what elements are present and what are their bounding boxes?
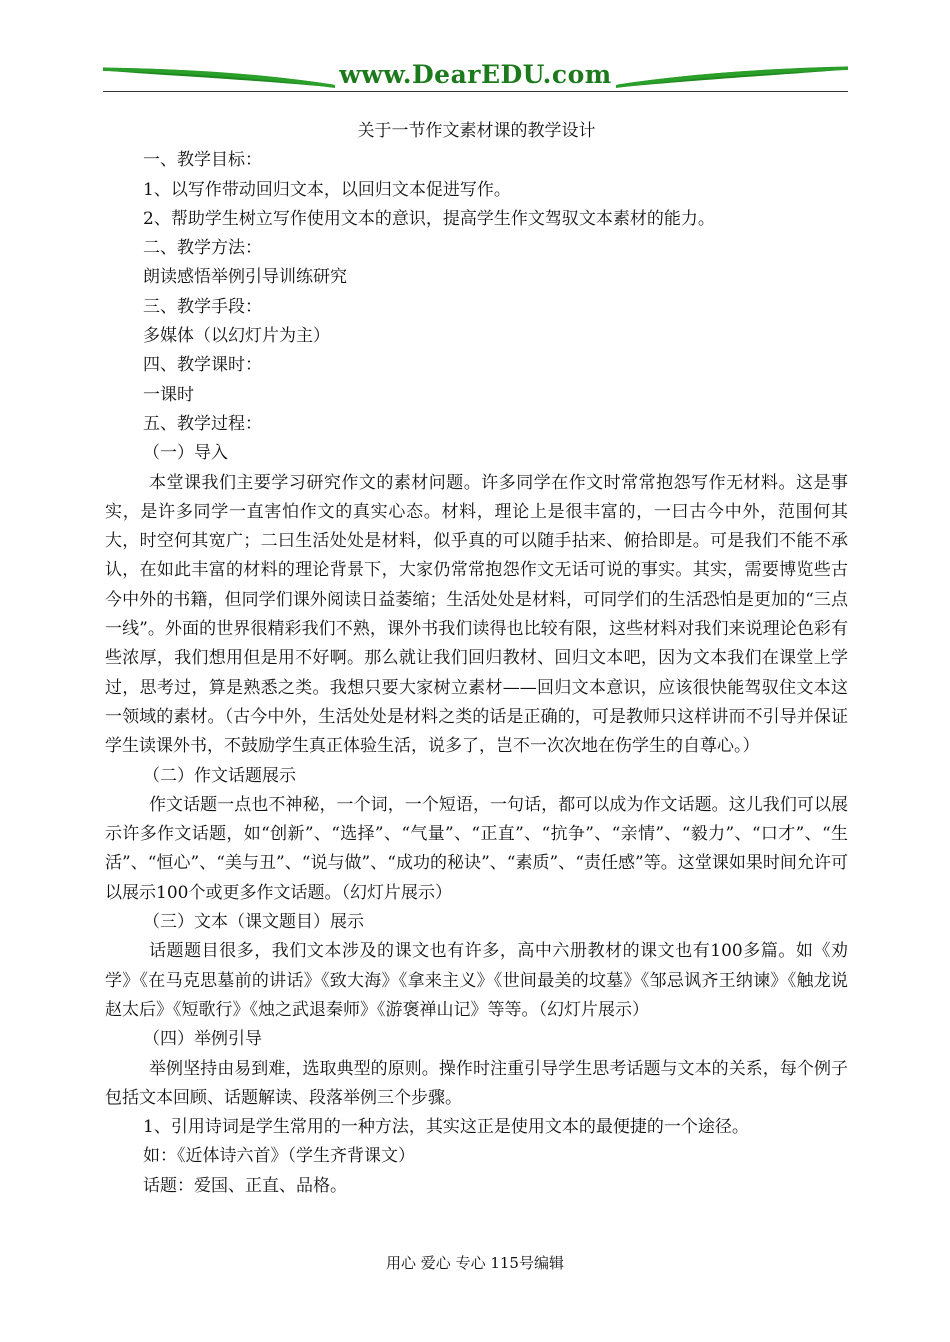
subsection-heading: （三）文本（课文题目）展示: [143, 912, 364, 933]
section-heading: 四、教学课时：: [143, 355, 262, 376]
page-footer: 用心 爱心 专心 115号编辑: [386, 1254, 564, 1272]
document-body: [105, 117, 848, 1201]
paragraph: 朗读感悟举例引导训练研究: [143, 267, 347, 288]
subsection-heading: （四）举例引导: [143, 1029, 262, 1050]
subsection-heading: （二）作文话题展示: [143, 765, 296, 786]
paragraph: 作文话题一点也不神秘，一个词，一个短语，一句话，都可以成为作文话题。这儿我们可以展示许多作文话题，如“创新”、“选择”、“气量”、“正直”、“抗争”、“亲情”、“毅力”、“口才”、“生活”、“恒心”、“美与丑”、“说与做”、“成功的秘诀”、“素质”、“责任感”等。这堂课如果时间允许可以展示100个或更多作文话题。（幻灯片展示）: [105, 794, 848, 903]
paragraph: 举例坚持由易到难，选取典型的原则。操作时注重引导学生思考话题与文本的关系，每个例子包括文本回顾、话题解读、段落举例三个步骤。: [105, 1058, 848, 1108]
paragraph: 话题题目很多，我们文本涉及的课文也有许多，高中六册教材的课文也有100多篇。如《劝学》《在马克思墓前的讲话》《致大海》《拿来主义》《世间最美的坟墓》《邹忌讽齐王纳谏》《触龙说赵太后》《短歌行》《烛之武退秦师》《游褒禅山记》等等。（幻灯片展示）: [105, 941, 848, 1020]
paragraph: 本堂课我们主要学习研究作文的素材问题。许多同学在作文时常常抱怨写作无材料。这是事实，是许多同学一直害怕作文的真实心态。材料，理论上是很丰富的，一曰古今中外，范围何其大，时空何其宽广；二曰生活处处是材料，似乎真的可以随手拈来、俯拾即是。可是我们不能不承认，在如此丰富的材料的理论背景下，大家仍常常抱怨作文无话可说的事实。其实，需要博览些古今中外的书籍，但同学们课外阅读日益萎缩；生活处处是材料，可同学们的生活恐怕是更加的“三点一线”。外面的世界很精彩我们不熟，课外书我们读得也比较有限，这些材料对我们来说理论色彩有些浓厚，我们想用但是用不好啊。那么就让我们回归教材、回归文本吧，因为文本我们在课堂上学过，思考过，算是熟悉之类。我想只要大家树立素材——回归文本意识，应该很快能驾驭住文本这一领域的素材。（古今中外，生活处处是材料之类的话是正确的，可是教师只这样讲而不引导并保证学生读课外书，不鼓励学生真正体验生活，说多了，岂不一次次地在伤学生的自尊心。）: [105, 472, 848, 757]
paragraph: 话题：爱国、正直、品格。: [143, 1175, 347, 1196]
paragraph: 1、引用诗词是学生常用的一种方法，其实这正是使用文本的最便捷的一个途径。: [143, 1117, 749, 1138]
paragraph: 多媒体（以幻灯片为主）: [143, 326, 330, 347]
site-logo-text: www.DearEDU.com: [339, 60, 612, 89]
site-header-banner: [103, 58, 848, 94]
section-heading: 一、教学目标：: [143, 150, 262, 171]
header-divider: [103, 91, 848, 92]
section-heading: 三、教学手段：: [143, 296, 262, 317]
section-heading: 二、教学方法：: [143, 238, 262, 259]
document-title: 关于一节作文素材课的教学设计: [357, 121, 596, 141]
subsection-heading: （一）导入: [143, 443, 228, 464]
paragraph: 2、帮助学生树立写作使用文本的意识，提高学生作文驾驭文本素材的能力。: [143, 208, 715, 229]
paragraph: 一课时: [143, 384, 194, 405]
paragraph: 1、以写作带动回归文本，以回归文本促进写作。: [143, 179, 511, 200]
paragraph: 如：《近体诗六首》（学生齐背课文）: [143, 1146, 415, 1167]
section-heading: 五、教学过程：: [143, 413, 262, 434]
